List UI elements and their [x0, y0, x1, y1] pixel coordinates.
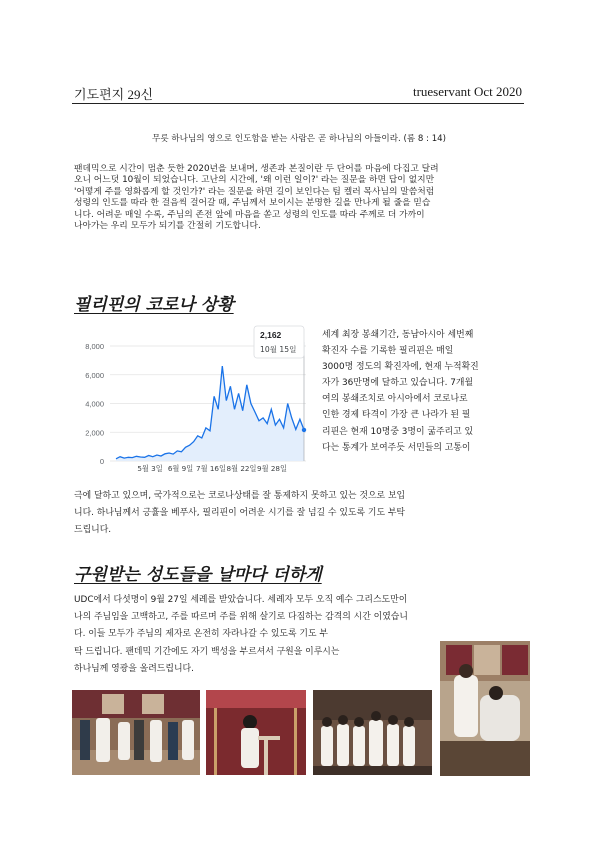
intro-paragraph [74, 164, 524, 232]
paragraph-line: 3000명 정도의 확진자에, 현재 누적확진 [322, 362, 479, 373]
intro-line: 팬데믹으로 시간이 멈춘 듯한 2020년을 보내며, 생존과 본질이란 두 단어를 마음에 다집고 달려 [74, 164, 439, 174]
paragraph-line: 인한 경제 타격이 가장 큰 나라가 된 필 [322, 410, 471, 421]
paragraph-line: 여의 봉쇄조치로 아시아에서 코로나로 [322, 394, 468, 405]
paragraph-line: UDC에서 다섯명이 9월 27일 세례를 받았습니다. 세례자 모두 오직 예수 그리스도만이 [74, 595, 408, 605]
y-tick-label: 0 [99, 457, 104, 466]
paragraph-line: 확진자 수를 기록한 필리핀은 매일 [322, 346, 454, 357]
section-title-covid: 필리핀의 코로나 상황 [74, 295, 234, 315]
intro-line: 오니 어느덧 10월이 되었습니다. 고난의 시간에, '왜 이런 일이?' 라는 질문을 하면 답이 없지만 [74, 175, 435, 186]
baptism-paragraph [74, 592, 436, 678]
x-tick-label: 6월 9일 [167, 464, 194, 473]
paragraph-line: 극에 달하고 있으며, 국가적으로는 코로나상태를 잘 통제하지 못하고 있는 것으로 보입 [74, 491, 406, 501]
covid-paragraph-full [74, 488, 526, 539]
x-tick-label: 7월 16일 [196, 464, 226, 473]
x-tick-label: 9월 28일 [257, 464, 287, 473]
paragraph-line: 다. 이들 모두가 주님의 제자로 온전히 자라나갈 수 있도록 기도 부 [74, 629, 328, 640]
testimony-photo [206, 690, 306, 775]
tooltip-point [302, 428, 306, 432]
letter-author-date: trueservant Oct 2020 [412, 84, 522, 99]
x-tick-label: 5월 3일 [137, 464, 163, 473]
y-tick-label: 8,000 [85, 342, 104, 351]
paragraph-line: 세계 최장 봉쇄기간, 동남아시아 세번째 [322, 330, 474, 340]
intro-line: '어떻게 주를 영화롭게 할 것인가?' 라는 질문을 하면 길이 보인다는 팀 켈러 목사님의 말씀처럼 [74, 186, 435, 197]
paragraph-line: 리핀은 현재 10명중 3명이 굶주리고 있 [322, 426, 474, 437]
series-area [116, 366, 304, 461]
y-tick-label: 6,000 [85, 370, 104, 380]
section-title-baptism: 구원받는 성도들을 날마다 더하게 [74, 565, 322, 585]
tooltip-date: 10월 15일 [260, 345, 297, 354]
covid-paragraph-side [322, 327, 524, 456]
paragraph-line: 니다. 하나님께서 긍휼을 베푸사, 필리핀이 어려운 시기를 잘 넘길 수 있도록 기도 부탁 [74, 508, 405, 518]
covid-cases-chart [74, 326, 314, 473]
paragraph-line: 탁 드립니다. 팬데믹 기간에도 자기 백성을 부르셔서 구원을 이루시는 [74, 646, 340, 657]
x-tick-label: 8월 22일 [226, 464, 257, 473]
paragraph-line: 하나님께 영광을 올려드립니다. [74, 663, 194, 674]
baptism-photo-candidates [313, 690, 432, 775]
baptism-photo-pastor [440, 641, 530, 776]
paragraph-line: 드립니다. [74, 525, 112, 535]
intro-line: 나아가는 우리 모두가 되기를 간절히 기도합니다. [74, 221, 261, 232]
intro-line: 성령의 인도를 따라 한 걸음씩 걸어갈 때, 주님께서 보이시는 분명한 길을 만나게 될 줄을 믿습 [74, 198, 431, 209]
y-tick-label: 2,000 [85, 428, 104, 438]
header-divider [72, 103, 524, 104]
baptism-photo-group [72, 690, 200, 775]
intro-line: 니다. 어려운 매일 수록, 주님의 존전 앞에 마음을 쏟고 성령의 인도를 따라 주께로 더 가까이 [74, 209, 425, 220]
bible-verse: 무릇 하나님의 영으로 인도함을 받는 사람은 곧 하나님의 아들이라. (롬 8 : 14) [152, 134, 446, 144]
paragraph-line: 자가 36만명에 달하고 있습니다. 7개월 [322, 378, 474, 389]
paragraph-line: 다는 통계가 보여주듯 서민들의 고통이 [322, 442, 471, 453]
tooltip-value: 2,162 [260, 330, 282, 340]
letter-title: 기도편지 29신 [74, 87, 154, 102]
y-tick-label: 4,000 [85, 399, 104, 409]
paragraph-line: 나의 주님임을 고백하고, 주를 따르며 주를 위해 살기로 다짐하는 감격의 시간 이였습니 [74, 612, 408, 623]
